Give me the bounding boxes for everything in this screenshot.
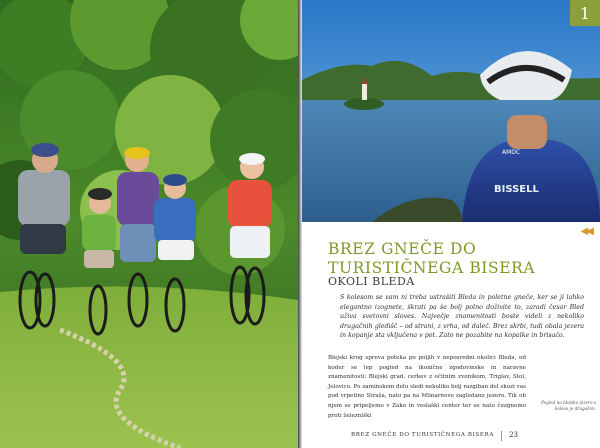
right-page xyxy=(302,0,600,448)
footer-divider xyxy=(501,431,502,441)
intro-paragraph: S kolesom se vam ni treba ustrašiti Bleda in poletne gneče, ker se ji lahko elegantno izognete, škrati pa še bolj polno doživite to, zaradi česar Bled uživa svetovni sloves. Največje znamenitosti boste videli z nekoliko drugačnih gledišč – od strani, z vrha, od daleč. Brez skrbi, tudi obala jezera in kopanje sta vključena v pot. Zato ne pozabite na kopalke in brisačo. xyxy=(340,294,584,340)
section-title-line-1: BREZ GNEČE DO xyxy=(328,240,477,258)
jersey-brand-text: BISSELL xyxy=(494,184,539,195)
running-head: BREZ GNEČE DO TURISTIČNEGA BISERA xyxy=(351,432,494,438)
helmet-brand-text: AMDC xyxy=(502,149,521,156)
family-cycling-photo xyxy=(0,0,298,448)
section-subtitle: OKOLI BLEDA xyxy=(328,275,415,288)
page-number: 23 xyxy=(509,431,518,439)
section-title-line-2: TURISTIČNEGA BISERA xyxy=(328,259,536,277)
page-footer xyxy=(302,431,600,443)
body-paragraph: Blejski krog spreva poteka po poljih v neposredni okolici Bleda, od koder se lep pogled na ikonične zgodovinske in naravne znamenitosti: Blejski grad, cerkev z očitnim zvonikom, Triglav, Stol, Jelovico. Po zaminskem delu sledi nekoliko bolj razgiban del skozi vas pod vrpetino Straža, nato pa na Mlinarnovo zagledano jezero. Tik ob njem se pripeljemo v Zako in veslaški center ter se nato čezgnemo proti železniški xyxy=(328,355,526,419)
section-title xyxy=(328,240,578,278)
double-arrow-left-icon: ◀◀ xyxy=(580,226,592,237)
lake-bled-photo xyxy=(302,0,600,222)
photo-caption: Pogled na blejsko jezero s kolesa je drugačen. xyxy=(540,400,596,412)
chapter-number-tab: 1 xyxy=(570,0,600,26)
